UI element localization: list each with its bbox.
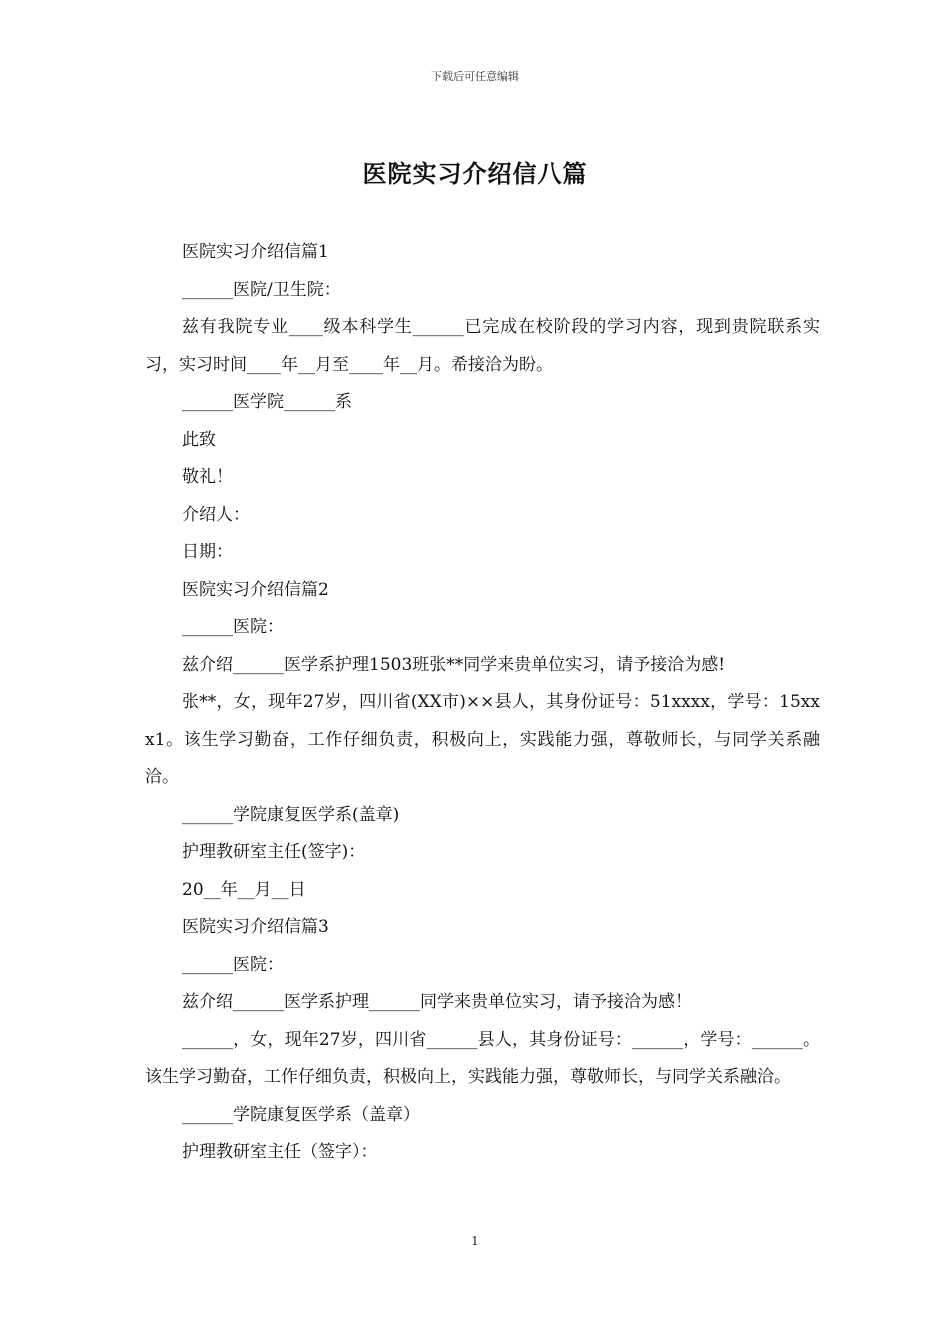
salutation: ______医院： <box>182 954 284 975</box>
letter-paragraph: 兹介绍______医学系护理______同学来贵单位实习，请予接洽为感！ <box>182 992 692 1012</box>
sender-school: ______学院康复医学系(盖章) <box>182 804 400 825</box>
section-heading-2: 医院实习介绍信篇2 <box>182 579 329 600</box>
letter-paragraph: 兹有我院专业____级本科学生______已完成在校阶段的学习内容，现到贵院联系实习，实习时间____年__月至____年__月。希接洽为盼。 <box>145 317 820 375</box>
document-body <box>145 234 820 1172</box>
date-line: 20__年__月__日 <box>182 879 306 900</box>
letter-paragraph: 张**，女，现年27岁，四川省(XX市)××县人，其身份证号：51xxxx，学号：15xxx1。该生学习勤奋，工作仔细负责，积极向上，实践能力强，尊敬师长，与同学关系融洽。 <box>145 692 820 787</box>
letter-paragraph: 兹介绍______医学系护理1503班张**同学来贵单位实习，请予接洽为感! <box>182 654 726 675</box>
salutation: ______医院： <box>182 617 284 637</box>
closing-regards: 敬礼！ <box>182 467 233 487</box>
closing: 此致 <box>182 429 216 450</box>
section-heading-3: 医院实习介绍信篇3 <box>182 917 329 937</box>
signature-line: 护理教研室主任（签字）： <box>182 1142 378 1162</box>
signature-line: 护理教研室主任(签字)： <box>182 842 366 862</box>
sender-school: ______学院康复医学系（盖章） <box>182 1104 420 1125</box>
sender-school: ______医学院______系 <box>182 392 352 412</box>
header-note: 下载后可任意编辑 <box>431 70 519 83</box>
page-number: 1 <box>471 1234 479 1248</box>
section-heading-1: 医院实习介绍信篇1 <box>182 242 329 262</box>
introducer-line: 介绍人： <box>182 504 250 525</box>
salutation: ______医院/卫生院： <box>182 279 341 300</box>
date-line: 日期： <box>182 542 233 562</box>
letter-paragraph: ______，女，现年27岁，四川省______县人，其身份证号：______，学号：______。该生学习勤奋，工作仔细负责，积极向上，实践能力强，尊敬师长，与同学关系融洽。 <box>145 1029 820 1087</box>
document-title: 医院实习介绍信八篇 <box>362 159 588 188</box>
